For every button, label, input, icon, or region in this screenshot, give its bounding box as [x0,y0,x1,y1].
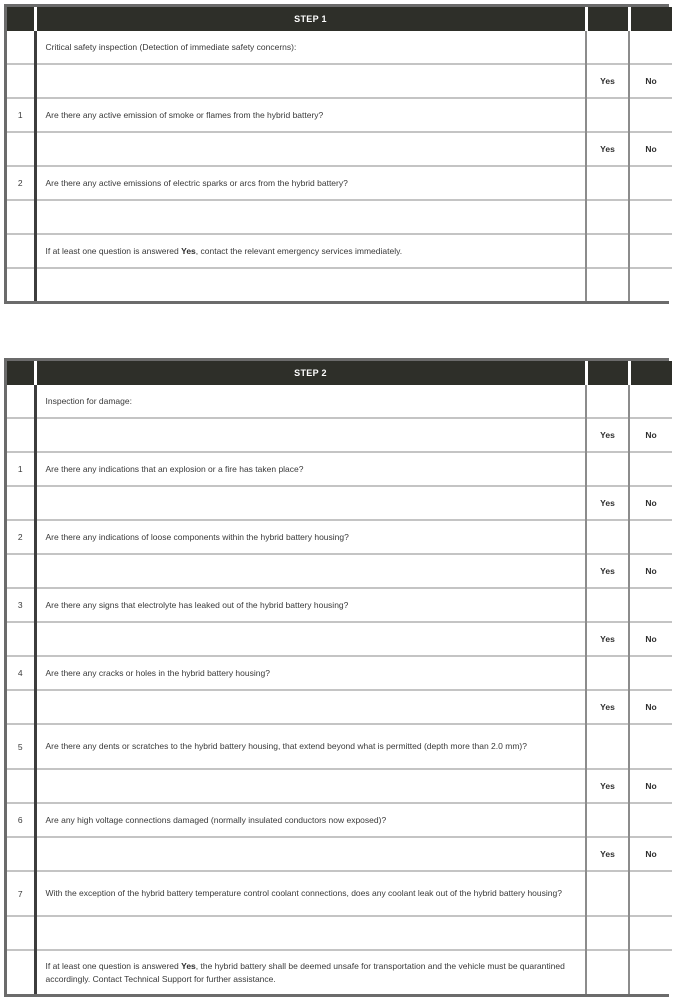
section-intro-text: Inspection for damage: [35,385,586,418]
yes-answer-cell[interactable] [586,520,629,554]
question-text: Are there any indications of loose components within the hybrid battery housing? [35,520,586,554]
checklist-table-step-1 [4,4,669,304]
row-number [7,554,35,588]
table-row [7,690,672,724]
yes-label-cell: Yes [586,132,629,166]
header-number-column [7,361,35,385]
yes-answer-cell[interactable] [586,200,629,234]
yes-answer-cell[interactable] [586,724,629,769]
empty-cell [35,418,586,452]
yes-answer-cell[interactable] [586,871,629,916]
empty-cell [35,486,586,520]
no-label-cell: No [629,622,672,656]
table-row [7,385,672,418]
no-label-cell: No [629,837,672,871]
no-label-cell: No [629,554,672,588]
table-row [7,837,672,871]
row-number [7,132,35,166]
no-label-cell: No [629,769,672,803]
table-row [7,31,672,64]
question-text: Are there any dents or scratches to the hybrid battery housing, that extend beyond what is permitted (depth more than 2.0 mm)? [35,724,586,769]
table-row [7,452,672,486]
yes-answer-cell[interactable] [586,234,629,268]
no-answer-cell[interactable] [629,520,672,554]
table-step-2 [7,361,672,994]
note-text: If at least one question is answered Yes, the hybrid battery shall be deemed unsafe for transportation and the vehicle must be quarantined accordingly. Contact Technical Support for further assistance. [35,950,586,994]
header-no-column [629,361,672,385]
no-answer-cell[interactable] [629,200,672,234]
empty-cell [35,132,586,166]
no-answer-cell[interactable] [629,950,672,994]
row-number: 1 [7,452,35,486]
question-text: Are there any indications that an explosion or a fire has taken place? [35,452,586,486]
no-answer-cell[interactable] [629,871,672,916]
row-number: 3 [7,588,35,622]
no-answer-cell[interactable] [629,98,672,132]
empty-cell [35,916,586,950]
no-answer-cell[interactable] [629,588,672,622]
yes-label-cell: Yes [586,554,629,588]
row-number [7,268,35,301]
question-text: Are there any active emissions of electric sparks or arcs from the hybrid battery? [35,166,586,200]
question-text: With the exception of the hybrid battery temperature control coolant connections, does any coolant leak out of the hybrid battery housing? [35,871,586,916]
table-row [7,554,672,588]
row-number [7,64,35,98]
step-title-cell [35,361,586,385]
row-number [7,690,35,724]
header-yes-column [586,361,629,385]
row-number [7,622,35,656]
step-title: STEP 1 [294,14,327,24]
no-answer-cell[interactable] [629,656,672,690]
row-number: 5 [7,724,35,769]
empty-cell [35,64,586,98]
question-text: Are there any active emission of smoke or flames from the hybrid battery? [35,98,586,132]
yes-answer-cell[interactable] [586,166,629,200]
table-header-row [7,7,672,31]
no-answer-cell[interactable] [629,31,672,64]
no-label-cell: No [629,64,672,98]
table-row [7,200,672,234]
yes-answer-cell[interactable] [586,98,629,132]
row-number [7,234,35,268]
yes-answer-cell[interactable] [586,656,629,690]
row-number [7,385,35,418]
no-answer-cell[interactable] [629,803,672,837]
empty-cell [35,268,586,301]
table-row [7,98,672,132]
table-row [7,916,672,950]
yes-label-cell: Yes [586,486,629,520]
step-title-cell [35,7,586,31]
no-label-cell: No [629,418,672,452]
empty-cell [35,554,586,588]
row-number [7,837,35,871]
yes-label-cell: Yes [586,769,629,803]
table-row [7,520,672,554]
table-step-1 [7,7,672,301]
row-number: 7 [7,871,35,916]
no-label-cell: No [629,132,672,166]
yes-label-cell: Yes [586,837,629,871]
note-text: If at least one question is answered Yes, contact the relevant emergency services immediately. [35,234,586,268]
no-label-cell: No [629,690,672,724]
empty-cell [35,690,586,724]
row-number: 2 [7,520,35,554]
table-row [7,588,672,622]
no-label-cell: No [629,486,672,520]
empty-cell [35,837,586,871]
empty-cell [35,200,586,234]
table-row [7,418,672,452]
row-number [7,950,35,994]
table-row [7,268,672,301]
no-answer-cell[interactable] [629,452,672,486]
no-answer-cell[interactable] [629,385,672,418]
question-text: Are there any cracks or holes in the hybrid battery housing? [35,656,586,690]
table-row [7,486,672,520]
table-row [7,769,672,803]
yes-answer-cell[interactable] [586,803,629,837]
row-number [7,31,35,64]
yes-label-cell: Yes [586,64,629,98]
yes-label-cell: Yes [586,690,629,724]
no-answer-cell[interactable] [629,724,672,769]
table-header-row [7,361,672,385]
row-number: 2 [7,166,35,200]
table-row [7,132,672,166]
yes-answer-cell[interactable] [586,588,629,622]
table-row [7,622,672,656]
row-number [7,200,35,234]
table-row [7,166,672,200]
no-answer-cell[interactable] [629,916,672,950]
question-text: Are there any signs that electrolyte has leaked out of the hybrid battery housing? [35,588,586,622]
no-answer-cell[interactable] [629,234,672,268]
row-number [7,769,35,803]
header-no-column [629,7,672,31]
table-row [7,234,672,268]
row-number: 1 [7,98,35,132]
no-answer-cell[interactable] [629,268,672,301]
yes-answer-cell[interactable] [586,31,629,64]
row-number: 4 [7,656,35,690]
row-number [7,418,35,452]
table-row [7,64,672,98]
no-answer-cell[interactable] [629,166,672,200]
empty-cell [35,769,586,803]
question-text: Are any high voltage connections damaged (normally insulated conductors now exposed)? [35,803,586,837]
table-row [7,803,672,837]
yes-label-cell: Yes [586,622,629,656]
table-row [7,950,672,994]
row-number: 6 [7,803,35,837]
table-row [7,656,672,690]
checklist-table-step-2 [4,358,669,997]
section-intro-text: Critical safety inspection (Detection of immediate safety concerns): [35,31,586,64]
yes-answer-cell[interactable] [586,916,629,950]
row-number [7,916,35,950]
yes-label-cell: Yes [586,418,629,452]
header-yes-column [586,7,629,31]
yes-answer-cell[interactable] [586,950,629,994]
yes-answer-cell[interactable] [586,452,629,486]
table-row [7,724,672,769]
step-title: STEP 2 [294,368,327,378]
row-number [7,486,35,520]
table-row [7,871,672,916]
yes-answer-cell[interactable] [586,268,629,301]
empty-cell [35,622,586,656]
yes-answer-cell[interactable] [586,385,629,418]
header-number-column [7,7,35,31]
